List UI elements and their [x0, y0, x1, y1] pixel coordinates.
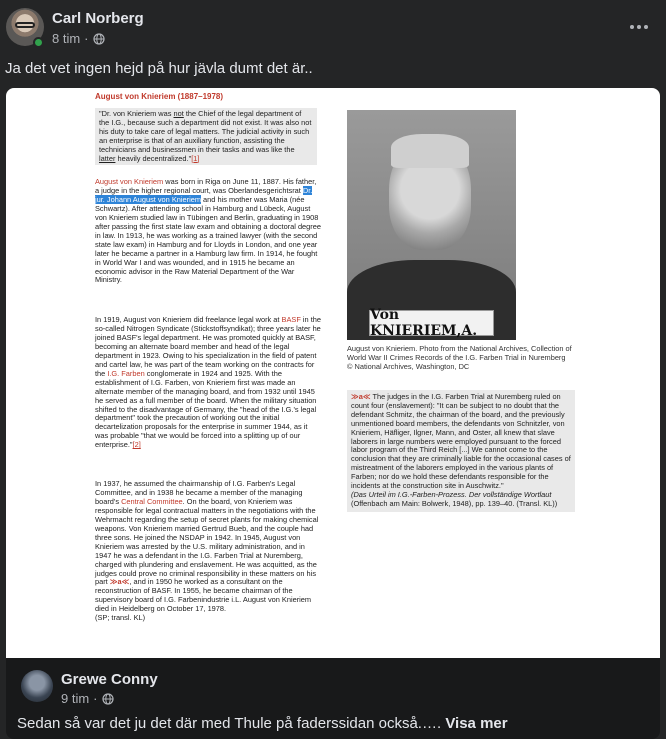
document-title: August von Knieriem (1887–1978) — [95, 92, 224, 101]
globe-icon — [102, 693, 114, 705]
more-options-button[interactable] — [626, 14, 652, 40]
comment-meta: 9 tim · — [61, 691, 114, 706]
name-sign: Von KNIERIEM,A. — [369, 310, 494, 336]
footnote-ref: [2] — [132, 440, 141, 450]
highlighted-text: Dr. jur. Johann August von Knieriem — [95, 185, 313, 204]
post-timestamp[interactable]: 8 tim — [52, 31, 81, 46]
bio-paragraph-1: August von Knieriem was born in Riga on June 11, 1887. His father, a judge in the higher regional court, was Oberlandesgerichtsrat Dr. jur. Johann August von Knieriem and his mother was Maria (née Schwartz). After attending school in Hamburg and Lübeck, August von Knieriem studied law in Tübingen and Berlin, graduating in 1908 after passing the first state law exam and obtaining a doctoral degree in law. In 1913, he was working as a trained lawyer (with the second state law exam) in Hamburg and for Lloyds in London, and one year later he became a partner in a Hamburg law firm. In 1914, he fought in World War I and was wounded, and in 1915 he became an economic advisor in the Raw Material Department of the War Ministry. — [95, 177, 321, 285]
globe-icon — [93, 33, 105, 45]
bio-paragraph-2: In 1919, August von Knieriem did freelance legal work at BASF in the so-called Nitrogen Syndicate (Stickstoffsyndikat); three years later he joined BASF's legal department. He was promoted quickly at BASF, becoming an alternate board member and head of the legal department in 1923. Owing to his specialization in the field of patent and cartel law, he was part of the team working on the contracts for the I.G. Farben conglomerate in 1924 and 1925. With the establishment of I.G. Farben, von Knieriem first was made an alternate member of the managing board, and from 1932 until 1945 he served as a full member of the board. When the military situation shifted to the disadvantage of Germany, the "head of the I.G.'s legal department" took the precaution of working out the initial decartelization proposals for the enterprise in summer 1944, as it was probable "that we would be forced into a splitting up of our enterprise."[2] — [95, 315, 321, 450]
author-name[interactable]: Carl Norberg — [52, 10, 144, 27]
photo-caption: August von Knieriem. Photo from the National Archives, Collection of World War II Crimes Records of the I.G. Farben Trial in Nuremberg © National Archives, Washington, DC — [347, 344, 572, 371]
comment-preview — [6, 658, 660, 739]
shared-document-image[interactable] — [6, 88, 660, 658]
bio-paragraph-3: In 1937, he assumed the chairmanship of I.G. Farben's Legal Committee, and in 1938 he became a member of the managing board's Central Committee. On the board, von Knieriem was responsible for legal contractual matters in the negotiations with the Wehrmacht regarding the setup of secret plants for making chemical weapons. Von Knieriem married Gertrud Bueb, and the couple had three sons. He joined the NSDAP in 1942. In 1945, August von Knieriem was arrested by the U.S. military administration, and in 1947 he was a defendant in the I.G. Farben Trial at Nuremberg, charged with plundering and enslavement. He was acquitted, as the judges could prove no criminal responsibility in these matters on his part ≫a≪, and in 1950 he worked as a consultant on the reconstruction of BASF. In 1955, he became chairman of the supervisory board of I.G. Farbenindustrie i.L. August von Knieriem died in Heidelberg on October 17, 1978. (SP; transl. KL) — [95, 479, 319, 623]
post-header — [0, 0, 666, 56]
comment-timestamp[interactable]: 9 tim — [61, 691, 90, 706]
post-text: Ja det vet ingen hejd på hur jävla dumt det är.. — [5, 60, 313, 77]
commenter-avatar[interactable] — [21, 670, 53, 702]
meta-separator: · — [84, 31, 89, 46]
post-meta — [52, 31, 105, 46]
commenter-name[interactable]: Grewe Conny — [61, 671, 158, 688]
comment-text: Sedan så var det ju det där med Thule på faderssidan också.…. Visa mer — [17, 715, 508, 732]
footnote-ref: [1] — [191, 153, 200, 163]
see-more-link[interactable]: Visa mer — [445, 715, 508, 732]
online-status-dot — [33, 37, 44, 48]
quote-box: "Dr. von Knieriem was not the Chief of the legal department of the I.G., because such a department did not exist. It was also not his duty to take care of legal matters. The judicial activity in such an enterprise is that of an auxiliary function, assisting the technicians and businessmen in their tasks and was like the latter heavily decentralized."[1] — [95, 108, 317, 165]
more-horizontal-icon — [630, 25, 634, 29]
portrait-photo — [347, 110, 516, 340]
verdict-sidebar: ≫a≪ The judges in the I.G. Farben Trial at Nuremberg ruled on count four (enslavement): "It can be subject to no doubt that the defendant Schmitz, the chairman of the board, and the previously unmentioned board members, the defendants von Schnitzler, von Knieriem, Häfliger, Ilgner, Mann, and Oster, all knew that slave laborers in large numbers were employed pursuant to the forced labor program of the Third Reich [...] We cannot come to the conclusion that they are criminally liable for the occasional cases of mistreatment of the laborers employed in the various plants of Farben; nor do we hold these defendants responsible for the incidents at the construction site in Auschwitz." (Das Urteil im I.G.-Farben-Prozess. Der vollständige Wortlaut (Offenbach am Main: Bolwerk, 1948), pp. 139–40. (Transl. KL)) — [347, 390, 575, 512]
